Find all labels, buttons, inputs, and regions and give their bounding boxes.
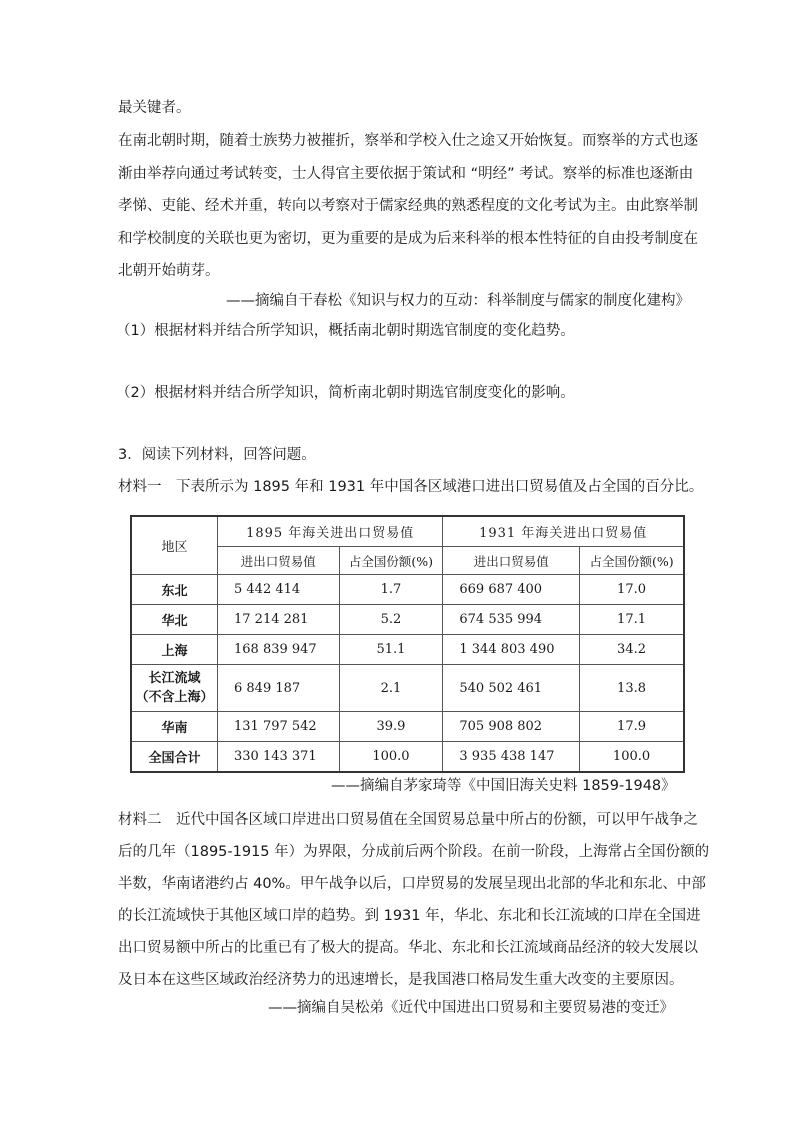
value-cell: 131 797 542	[218, 712, 340, 742]
region-cell: 上海	[131, 635, 218, 665]
share-cell: 39.9	[339, 712, 443, 742]
paragraph-line: 后的几年（1895-1915 年）为界限，分成前后两个阶段。在前一阶段，上海常占全国份额的	[118, 844, 710, 860]
value-cell: 3 935 438 147	[443, 742, 580, 773]
material-1-intro: 材料一 下表所示为 1895 年和 1931 年中国各区域港口进出口贸易值及占全国的百分比。	[118, 479, 704, 495]
share-cell: 5.2	[339, 605, 443, 635]
table-subheader-share: 占全国份额(%)	[339, 547, 443, 575]
region-cell: 全国合计	[131, 742, 218, 773]
share-cell: 51.1	[339, 635, 443, 665]
region-cell	[131, 665, 218, 712]
table-row	[131, 575, 684, 605]
value-cell: 674 535 994	[443, 605, 580, 635]
value-cell: 17 214 281	[218, 605, 340, 635]
share-cell: 100.0	[580, 742, 684, 773]
share-cell: 100.0	[339, 742, 443, 773]
value-cell: 540 502 461	[443, 665, 580, 712]
paragraph-line: 北朝开始萌芽。	[118, 263, 220, 279]
value-cell: 669 687 400	[443, 575, 580, 605]
table-subheader-value: 进出口贸易值	[443, 547, 580, 575]
paragraph-line: 渐由举荐向通过考试转变，士人得官主要依据于策试和 “明经” 考试。察举的标准也逐渐由	[118, 166, 694, 182]
paragraph-line: 最关键者。	[118, 100, 191, 116]
region-cell: 东北	[131, 575, 218, 605]
question-2: （2）根据材料并结合所学知识，简析南北朝时期选官制度变化的影响。	[116, 385, 575, 401]
share-cell: 2.1	[339, 665, 443, 712]
value-cell: 168 839 947	[218, 635, 340, 665]
paragraph-line: 出口贸易额中所占的比重已有了极大的提高。华北、东北和长江流域商品经济的较大发展以	[118, 940, 698, 956]
value-cell: 705 908 802	[443, 712, 580, 742]
value-cell: 1 344 803 490	[443, 635, 580, 665]
table-row	[131, 712, 684, 742]
share-cell: 17.1	[580, 605, 684, 635]
table-row-total	[131, 742, 684, 773]
paragraph-line: 的长江流域快于其他区域口岸的趋势。到 1931 年，华北、东北和长江流域的口岸在全国进	[118, 908, 701, 924]
table-row	[131, 605, 684, 635]
share-cell: 13.8	[580, 665, 684, 712]
share-cell: 17.0	[580, 575, 684, 605]
paragraph-line: 和学校制度的关联也更为密切，更为重要的是成为后来科举的根本性特征的自由投考制度在	[118, 231, 698, 247]
table-subheader-value: 进出口贸易值	[218, 547, 340, 575]
paragraph-line: 孝悌、吏能、经术并重，转向以考察对于儒家经典的熟悉程度的文化考试为主。由此察举制	[118, 198, 698, 214]
region-name: 长江流域	[148, 671, 201, 686]
share-cell: 34.2	[580, 635, 684, 665]
table-header-1895: 1895 年海关进出口贸易值	[218, 516, 443, 547]
region-cell: 华南	[131, 712, 218, 742]
trade-table	[130, 515, 685, 773]
table-row	[131, 635, 684, 665]
region-cell: 华北	[131, 605, 218, 635]
question-3-title: 3．阅读下列材料，回答问题。	[118, 447, 316, 463]
value-cell: 6 849 187	[218, 665, 340, 712]
share-cell: 1.7	[339, 575, 443, 605]
paragraph-line: 半数，华南诸港约占 40%。甲午战争以后，口岸贸易的发展呈现出北部的华北和东北、中部	[118, 876, 706, 892]
paragraph-line: 材料二 近代中国各区域口岸进出口贸易值在全国贸易总量中所占的份额，可以甲午战争之	[118, 812, 698, 828]
region-note: （不含上海）	[135, 690, 214, 705]
table-subheader-share: 占全国份额(%)	[580, 547, 684, 575]
table-header-1931: 1931 年海关进出口贸易值	[443, 516, 684, 547]
question-1: （1）根据材料并结合所学知识，概括南北朝时期选官制度的变化趋势。	[116, 323, 575, 339]
paragraph-line: 及日本在这些区域政治经济势力的迅速增长，是我国港口格局发生重大改变的主要原因。	[118, 972, 684, 988]
source-citation: ——摘编自茅家琦等《中国旧海关史料 1859-1948》	[331, 778, 676, 794]
table-header-region: 地区	[131, 516, 218, 575]
source-citation: ——摘编自吴松弟《近代中国进出口贸易和主要贸易港的变迁》	[268, 1000, 674, 1016]
paragraph-line: 在南北朝时期，随着士族势力被摧折，察举和学校入仕之途又开始恢复。而察举的方式也逐	[118, 133, 698, 149]
value-cell: 330 143 371	[218, 742, 340, 773]
table-row	[131, 665, 684, 712]
source-citation: ——摘编自干春松《知识与权力的互动：科举制度与儒家的制度化建构》	[226, 293, 690, 309]
share-cell: 17.9	[580, 712, 684, 742]
value-cell: 5 442 414	[218, 575, 340, 605]
